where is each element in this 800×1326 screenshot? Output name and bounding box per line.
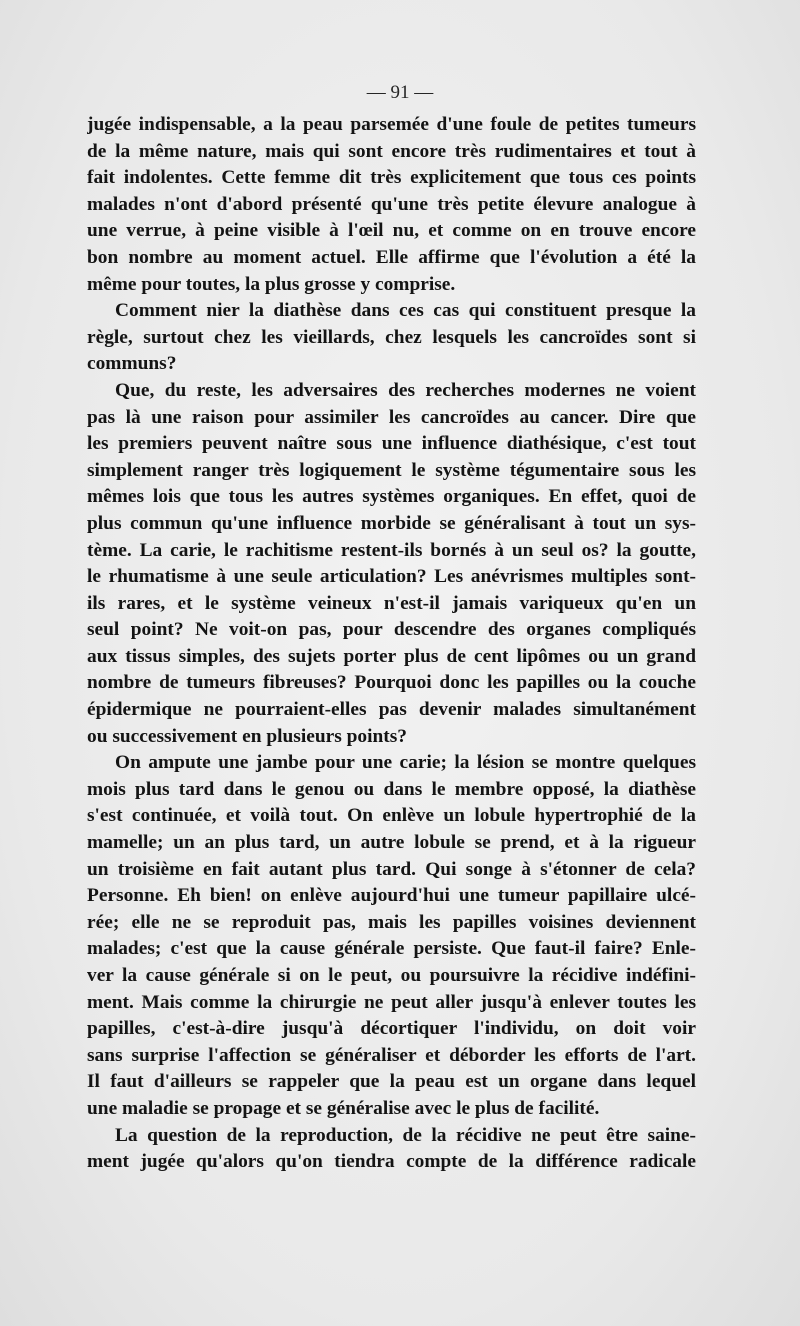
- text-line: La question de la reproduction, de la récidive ne peut être saine-: [115, 1124, 696, 1146]
- text-line: une verrue, à peine visible à l'œil nu, et comme on en trouve encore: [87, 220, 696, 242]
- text-line: nombre de tumeurs fibreuses? Pourquoi donc les papilles ou la couche: [87, 672, 696, 694]
- text-line: jugée indispensable, a la peau parsemée d'une foule de petites tumeurs: [87, 114, 696, 135]
- text-line: tème. La carie, le rachitisme restent-ils bornés à un seul os? la goutte,: [87, 539, 696, 561]
- text-line: Personne. Eh bien! on enlève aujourd'hui une tumeur papillaire ulcé-: [87, 885, 696, 907]
- text-line: sans surprise l'affection se généraliser et déborder les efforts de l'art.: [87, 1044, 696, 1066]
- text-line: rée; elle ne se reproduit pas, mais les papilles voisines deviennent: [87, 911, 696, 933]
- text-line: pas là une raison pour assimiler les cancroïdes au cancer. Dire que: [87, 406, 696, 428]
- text-line: de la même nature, mais qui sont encore très rudimentaires et tout à: [87, 140, 696, 162]
- text-line: mêmes lois que tous les autres systèmes organiques. En effet, quoi de: [87, 486, 696, 508]
- text-line: le rhumatisme à une seule articulation? Les anévrismes multiples sont-: [87, 566, 696, 588]
- text-line: papilles, c'est-à-dire jusqu'à décortiquer l'individu, on doit voir: [87, 1018, 696, 1040]
- text-line: Il faut d'ailleurs se rappeler que la peau est un organe dans lequel: [87, 1071, 696, 1093]
- text-line: un troisième en fait autant plus tard. Qui songe à s'étonner de cela?: [87, 858, 696, 880]
- text-line: ou successivement en plusieurs points?: [87, 725, 407, 747]
- text-line: ment jugée qu'alors qu'on tiendra compte de la différence radicale: [87, 1151, 696, 1173]
- text-line: simplement ranger très logiquement le système tégumentaire sous les: [87, 459, 696, 481]
- text-line: Que, du reste, les adversaires des recherches modernes ne voient: [115, 379, 696, 401]
- text-line: aux tissus simples, des sujets porter plus de cent lipômes ou un grand: [87, 645, 696, 667]
- text-line: mois plus tard dans le genou ou dans le membre opposé, la diathèse: [87, 778, 696, 800]
- text-line: plus commun qu'une influence morbide se généralisant à tout un sys-: [87, 512, 696, 534]
- text-line: ils rares, et le système veineux n'est-il jamais variqueux qu'en un: [87, 592, 696, 614]
- text-line: les premiers peuvent naître sous une influence diathésique, c'est tout: [87, 433, 696, 455]
- text-line: Comment nier la diathèse dans ces cas qui constituent presque la: [115, 300, 696, 322]
- text-line: malades; c'est que la cause générale persiste. Que faut-il faire? Enle-: [87, 938, 696, 960]
- text-line: mamelle; un an plus tard, un autre lobule se prend, et à la rigueur: [87, 832, 696, 854]
- text-line: règle, surtout chez les vieillards, chez lesquels les cancroïdes sont si: [87, 326, 696, 348]
- text-line: communs?: [87, 353, 177, 375]
- text-line: seul point? Ne voit-on pas, pour descendre des organes compliqués: [87, 619, 696, 641]
- text-line: fait indolentes. Cette femme dit très explicitement que tous ces points: [87, 167, 696, 189]
- text-line: même pour toutes, la plus grosse y comprise.: [87, 273, 456, 295]
- page-number: — 91 —: [366, 82, 434, 103]
- text-line: épidermique ne pourraient-elles pas devenir malades simultanément: [87, 699, 696, 721]
- text-line: ment. Mais comme la chirurgie ne peut aller jusqu'à enlever toutes les: [87, 991, 696, 1013]
- text-line: On ampute une jambe pour une carie; la lésion se montre quelques: [115, 752, 696, 774]
- text-line: bon nombre au moment actuel. Elle affirme que l'évolution a été la: [87, 246, 696, 268]
- text-line: ver la cause générale si on le peut, ou poursuivre la récidive indéfini-: [87, 965, 696, 986]
- text-line: malades n'ont d'abord présenté qu'une très petite élevure analogue à: [87, 193, 696, 215]
- body-text: [87, 112, 696, 1176]
- text-line: une maladie se propage et se généralise avec le plus de facilité.: [87, 1097, 600, 1119]
- text-line: s'est continuée, et voilà tout. On enlève un lobule hypertrophié de la: [87, 805, 696, 827]
